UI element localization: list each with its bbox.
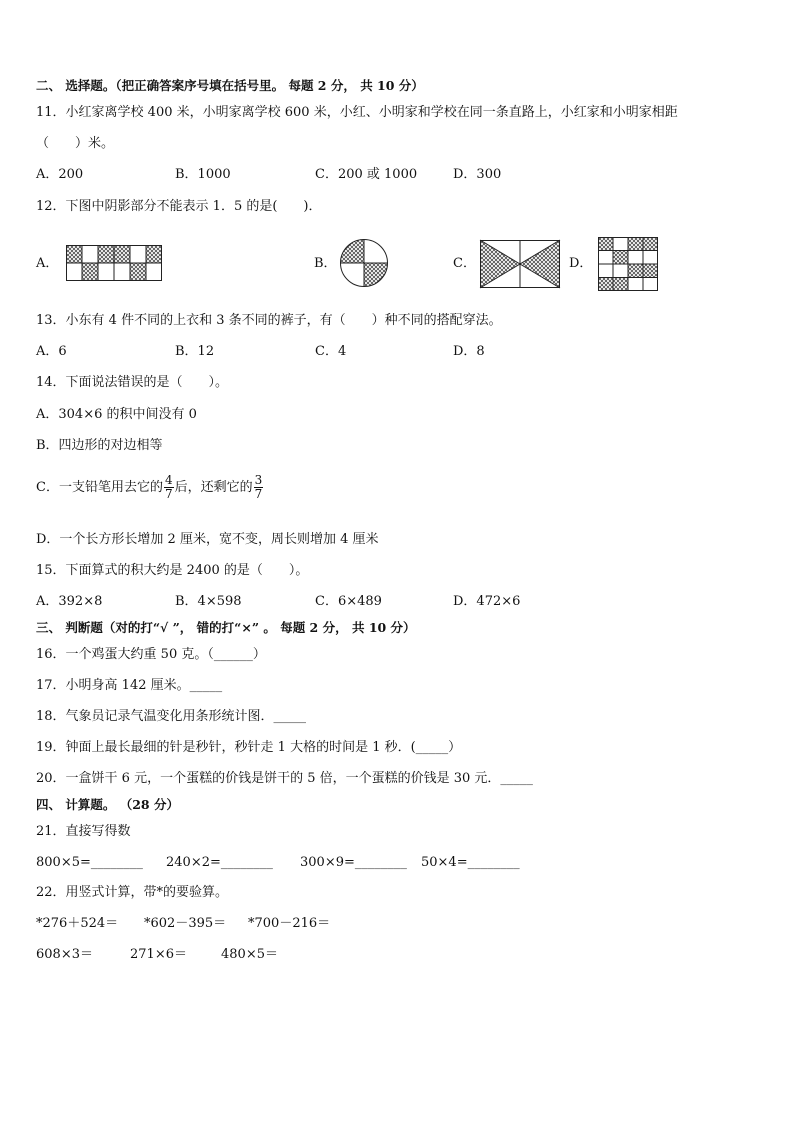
q11-option-c: C．200 或 1000: [315, 167, 418, 182]
q13-option-c: C．4: [315, 344, 347, 359]
figure-b-circle: [340, 239, 388, 287]
q21-item-3: 300×9=________: [300, 855, 407, 870]
question-17: 17．小明身高 142 厘米。_____: [36, 678, 223, 693]
q14-option-a: A．304×6 的积中间没有 0: [36, 407, 197, 422]
q22-item-1: *276＋524＝: [36, 916, 119, 931]
question-19: 19．钟面上最长最细的针是秒针，秒针走 1 大格的时间是 1 秒．(_____）: [36, 740, 462, 755]
question-11-cont: （ ）米。: [36, 136, 115, 151]
fraction-four-sevenths: $\frac{4}{7}$: [164, 473, 173, 501]
q12-label-b: B．: [314, 256, 337, 271]
figure-d-grid: [598, 237, 658, 291]
q15-option-a: A．392×8: [36, 594, 103, 609]
q21-item-2: 240×2=________: [166, 855, 273, 870]
q11-option-b: B．1000: [175, 167, 231, 182]
q14-option-d: D．一个长方形长增加 2 厘米，宽不变，周长则增加 4 厘米: [36, 532, 379, 547]
q22-item-2: *602－395＝: [144, 916, 227, 931]
section-header-calc: 四、 计算题。 （28 分）: [36, 797, 179, 812]
q12-label-d: D．: [569, 256, 593, 271]
question-13: 13．小东有 4 件不同的上衣和 3 条不同的裤子，有（ ）种不同的搭配穿法。: [36, 313, 502, 328]
q15-option-b: B．4×598: [175, 594, 242, 609]
figure-a-grid: [66, 245, 162, 281]
q14-option-c: [36, 471, 264, 505]
question-21: 21．直接写得数: [36, 824, 131, 839]
section-header-judge: 三、 判断题（对的打“√ ”， 错的打“×” 。 每题 2 分， 共 10 分）: [36, 620, 416, 635]
q13-option-a: A．6: [36, 344, 67, 359]
q22-item-5: 271×6＝: [130, 947, 187, 962]
question-14: 14．下面说法错误的是（ ）。: [36, 375, 229, 390]
q13-option-b: B．12: [175, 344, 215, 359]
question-11: 11．小红家离学校 400 米，小明家离学校 600 米，小红、小明家和学校在同一条直路上，小红家和小明家相距: [36, 105, 678, 120]
question-15: 15．下面算式的积大约是 2400 的是（ ）。: [36, 563, 309, 578]
q22-item-4: 608×3＝: [36, 947, 93, 962]
figure-c-bowtie: [480, 240, 560, 288]
q14-option-b: B．四边形的对边相等: [36, 438, 163, 453]
q11-option-a: A．200: [36, 167, 84, 182]
question-16: 16．一个鸡蛋大约重 50 克。（______）: [36, 647, 266, 662]
q21-item-1: 800×5=________: [36, 855, 143, 870]
q15-option-c: C．6×489: [315, 594, 382, 609]
q22-item-3: *700－216＝: [248, 916, 331, 931]
q12-label-c: C．: [453, 256, 476, 271]
q14-option-c-mid: 后，还剩它的: [174, 480, 253, 495]
question-22: 22．用竖式计算，带*的要验算。: [36, 885, 229, 900]
q13-option-d: D．8: [453, 344, 485, 359]
q21-item-4: 50×4=________: [421, 855, 520, 870]
q14-option-c-text: C．一支铅笔用去它的: [36, 480, 163, 495]
q22-item-6: 480×5＝: [221, 947, 278, 962]
q15-option-d: D．472×6: [453, 594, 521, 609]
question-20: 20．一盒饼干 6 元，一个蛋糕的价钱是饼干的 5 倍，一个蛋糕的价钱是 30 元．_____: [36, 771, 533, 786]
q11-option-d: D．300: [453, 167, 502, 182]
section-header-choice: 二、 选择题。（把正确答案序号填在括号里。 每题 2 分， 共 10 分）: [36, 78, 424, 93]
q12-label-a: A．: [36, 256, 59, 271]
question-18: 18．气象员记录气温变化用条形统计图．_____: [36, 709, 307, 724]
question-12: 12．下图中阴影部分不能表示 1．5 的是( )．: [36, 199, 322, 214]
fraction-three-sevenths: $\frac{3}{7}$: [254, 473, 263, 501]
